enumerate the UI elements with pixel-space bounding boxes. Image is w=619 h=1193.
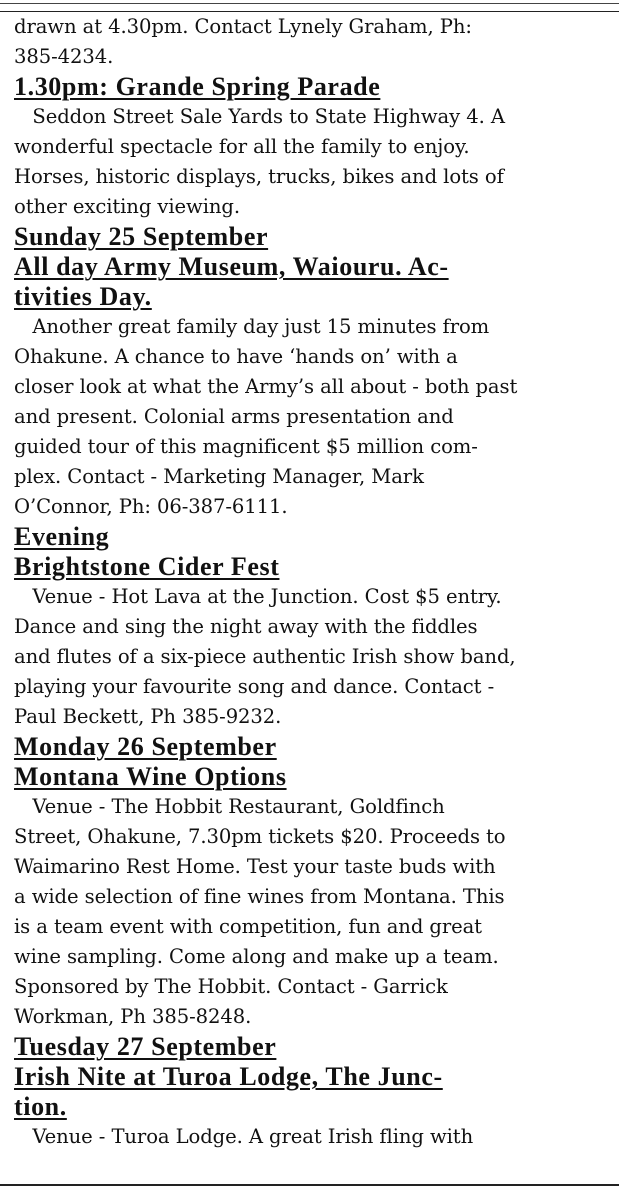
body-line: Workman, Ph 385-8248. xyxy=(14,1005,252,1028)
body-line: wine sampling. Come along and make up a team. xyxy=(14,945,499,968)
body-line: a wide selection of fine wines from Montana. This xyxy=(14,885,505,908)
body-line: Paul Beckett, Ph 385-9232. xyxy=(14,705,282,728)
bottom-rule xyxy=(0,1184,619,1186)
body-line: playing your favourite song and dance. Contact - xyxy=(14,675,495,698)
body-line: 385-4234. xyxy=(14,45,114,68)
event-heading: Brightstone Cider Fest xyxy=(14,552,280,581)
body-line: Ohakune. A chance to have ‘hands on’ with a xyxy=(14,345,458,368)
top-rule xyxy=(0,0,619,12)
date-heading: Tuesday 27 September xyxy=(14,1032,277,1061)
body-line: Seddon Street Sale Yards to State Highway 4. A xyxy=(14,105,505,128)
body-line: Another great family day just 15 minutes from xyxy=(14,315,490,338)
event-heading: tion. xyxy=(14,1092,67,1121)
body-line: O’Connor, Ph: 06-387-6111. xyxy=(14,495,288,518)
body-line: Horses, historic displays, trucks, bikes and lots of xyxy=(14,165,504,188)
body-line: Waimarino Rest Home. Test your taste buds with xyxy=(14,855,496,878)
body-line: Venue - The Hobbit Restaurant, Goldfinch xyxy=(14,795,445,818)
event-heading: Irish Nite at Turoa Lodge, The Junc- xyxy=(14,1062,443,1091)
body-line: other exciting viewing. xyxy=(14,195,240,218)
body-line: and present. Colonial arms presentation and xyxy=(14,405,454,428)
body-line: Dance and sing the night away with the fiddles xyxy=(14,615,478,638)
body-line: drawn at 4.30pm. Contact Lynely Graham, Ph: xyxy=(14,15,472,38)
date-heading: Monday 26 September xyxy=(14,732,277,761)
body-line: closer look at what the Army’s all about - both past xyxy=(14,375,518,398)
time-heading: Evening xyxy=(14,522,110,551)
event-heading: tivities Day. xyxy=(14,282,152,311)
event-heading: Montana Wine Options xyxy=(14,762,287,791)
body-line: Venue - Hot Lava at the Junction. Cost $5 entry. xyxy=(14,585,502,608)
event-heading: All day Army Museum, Waiouru. Ac- xyxy=(14,252,449,281)
body-line: Sponsored by The Hobbit. Contact - Garrick xyxy=(14,975,448,998)
date-heading: Sunday 25 September xyxy=(14,222,269,251)
article-column xyxy=(14,12,614,1152)
body-line: wonderful spectacle for all the family to enjoy. xyxy=(14,135,470,158)
body-line: plex. Contact - Marketing Manager, Mark xyxy=(14,465,424,488)
event-heading: 1.30pm: Grande Spring Parade xyxy=(14,72,381,101)
body-line: is a team event with competition, fun and great xyxy=(14,915,482,938)
body-line: and flutes of a six-piece authentic Irish show band, xyxy=(14,645,516,668)
body-line: guided tour of this magnificent $5 million com- xyxy=(14,435,478,458)
body-line: Street, Ohakune, 7.30pm tickets $20. Proceeds to xyxy=(14,825,506,848)
body-line: Venue - Turoa Lodge. A great Irish fling with xyxy=(14,1125,474,1148)
